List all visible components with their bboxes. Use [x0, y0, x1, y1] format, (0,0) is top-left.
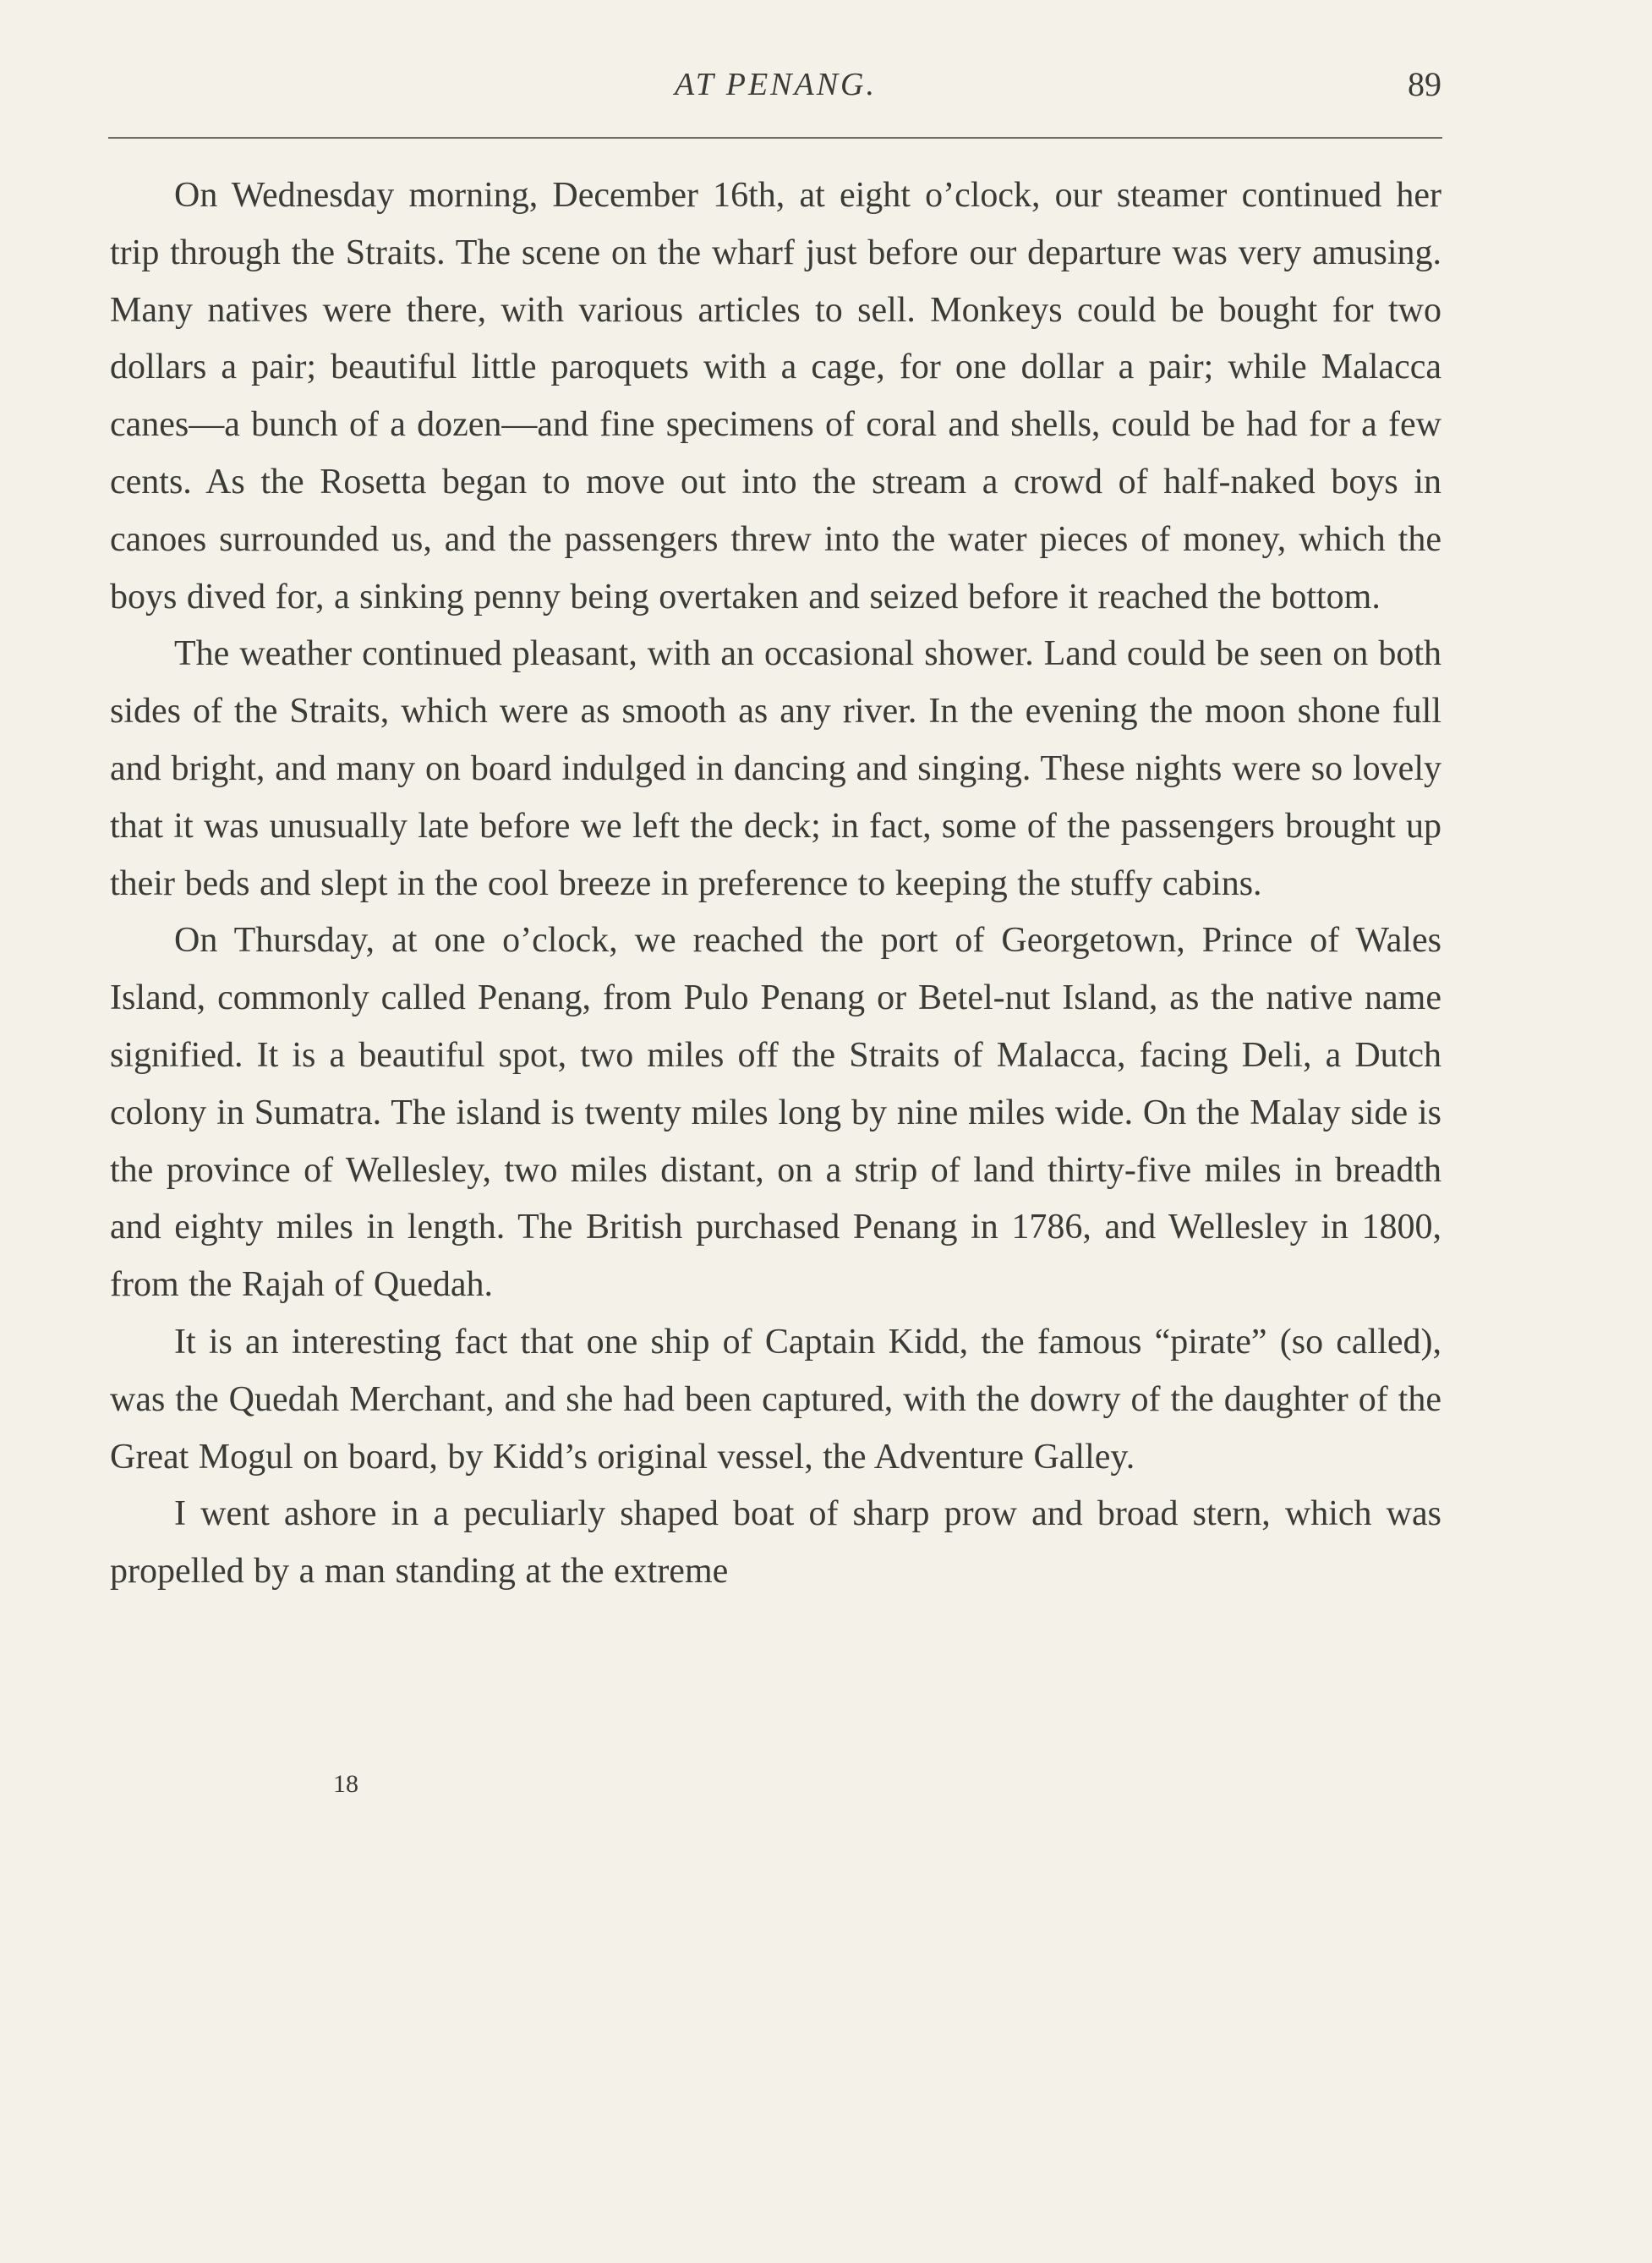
signature-mark: 18	[333, 1770, 358, 1798]
body-text	[110, 167, 1441, 1601]
paragraph-georgetown: On Thursday, at one o’clock, we reached the port of Georgetown, Prince of Wales Island, commonly called Penang, from Pulo Penang or Betel-nut Island, as the native name signified. It is a beautiful spot, two miles off the Straits of Malacca, facing Deli, a Dutch colony in Sumatra. The island is twenty miles long by nine miles wide. On the Malay side is the province of Wellesley, two miles distant, on a strip of land thirty-five miles in breadth and eighty miles in length. The British purchased Penang in 1786, and Wellesley in 1800, from the Rajah of Quedah.	[110, 921, 1441, 1305]
running-head	[110, 59, 1441, 110]
running-title: AT PENANG.	[674, 67, 878, 102]
paragraph-captain-kidd: It is an interesting fact that one ship of Captain Kidd, the famous “pirate” (so called), was the Quedah Merchant, and she had been captured, with the dowry of the daughter of the Great Mogul on board, by Kidd’s original vessel, the Adventure Galley.	[110, 1322, 1441, 1477]
page-number: 89	[1408, 65, 1441, 103]
header-rule	[108, 137, 1442, 139]
paragraph-wednesday-departure: On Wednesday morning, December 16th, at eight o’clock, our steamer continued her trip through the Straits. The scene on the wharf just before our departure was very amusing. Many natives were there, with various articles to sell. Monkeys could be bought for two dollars a pair; beautiful little paroquets with a cage, for one dollar a pair; while Malacca canes—a bunch of a dozen—and fine specimens of coral and shells, could be had for a few cents. As the Rosetta began to move out into the stream a crowd of half-naked boys in canoes surrounded us, and the passengers threw into the water pieces of money, which the boys dived for, a sinking penny being overtaken and seized before it reached the bottom.	[110, 176, 1441, 616]
paragraph-went-ashore: I went ashore in a peculiarly shaped boat of sharp prow and broad stern, which was propelled by a man standing at the extreme	[110, 1494, 1441, 1592]
paragraph-weather: The weather continued pleasant, with an occasional shower. Land could be seen on both sides of the Straits, which were as smooth as any river. In the evening the moon shone full and bright, and many on board indulged in dancing and singing. These nights were so lovely that it was unusually late before we left the deck; in fact, some of the passengers brought up their beds and slept in the cool breeze in preference to keeping the stuffy cabins.	[110, 634, 1441, 903]
